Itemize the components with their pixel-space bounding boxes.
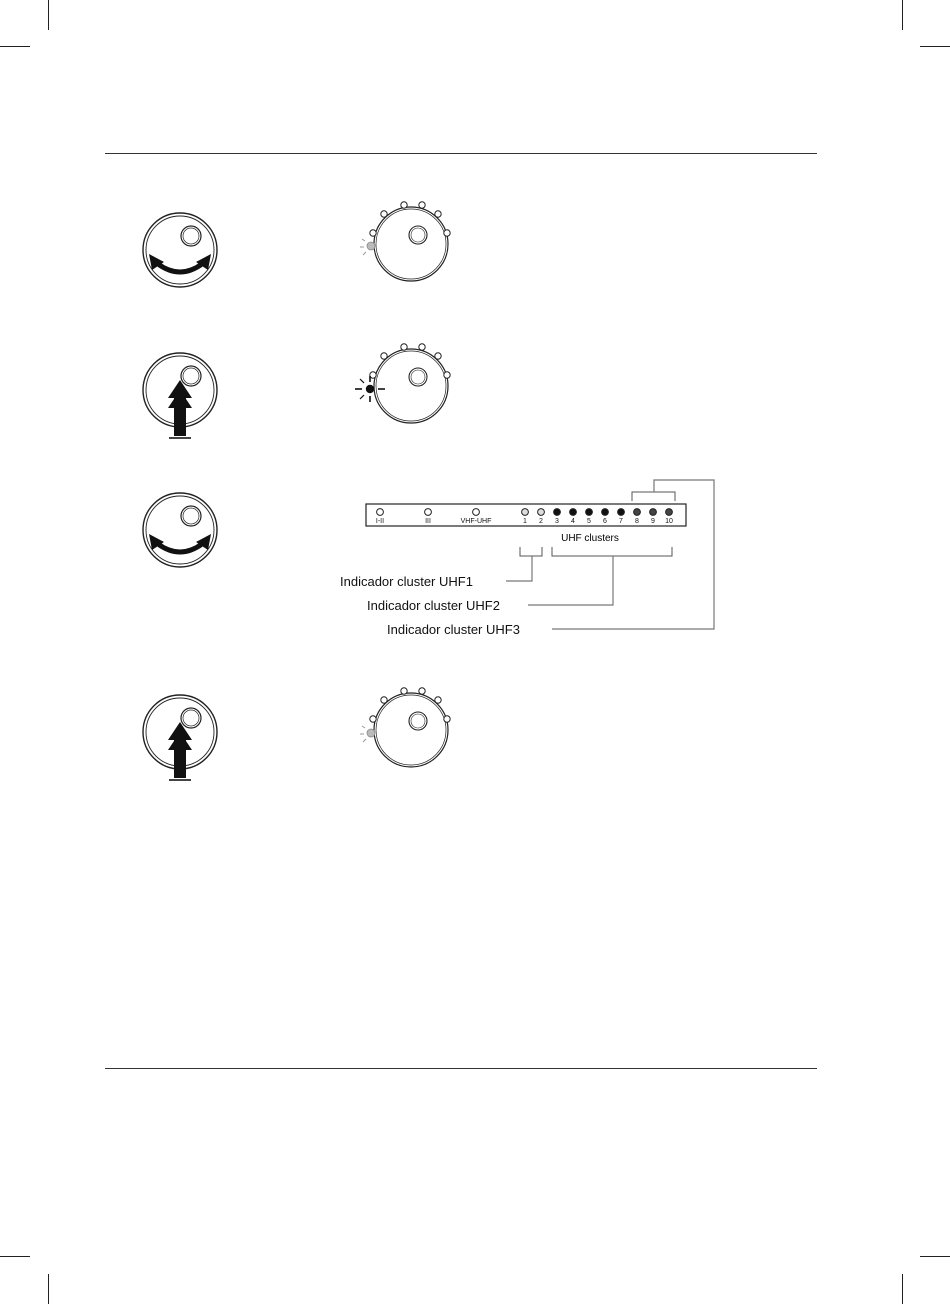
panel-led [425,509,432,516]
callout-uhf3: Indicador cluster UHF3 [387,622,520,637]
cluster-indicator-panel [366,504,686,526]
panel-led [666,509,673,516]
panel-led [377,509,384,516]
panel-led [473,509,480,516]
uhf1-bracket [520,547,542,556]
panel-led [618,509,625,516]
uhf2-leader [528,556,613,605]
panel-led-label: 1 [523,518,527,525]
panel-led [538,509,545,516]
blinking-led-off-icon [360,239,375,255]
step-3 [143,480,714,637]
uhf-clusters-label: UHF clusters [561,533,619,544]
callout-uhf2: Indicador cluster UHF2 [367,598,500,613]
panel-led-label: 6 [603,518,607,525]
panel-led-label: 10 [665,518,673,525]
panel-led-label: 2 [539,518,543,525]
panel-led-label: III [425,518,431,525]
uhf1-leader [506,556,532,581]
panel-led [602,509,609,516]
selector-dial [370,344,450,423]
panel-led-label: 3 [555,518,559,525]
selector-dial [370,202,450,281]
panel-led-label: 5 [587,518,591,525]
blinking-led-off-icon [360,726,375,742]
uhf3-leader [552,480,714,629]
panel-led-label: 4 [571,518,575,525]
panel-led [586,509,593,516]
rotary-knob[interactable] [143,213,217,287]
callout-uhf1: Indicador cluster UHF1 [340,574,473,589]
panel-led-label: VHF-UHF [460,518,492,525]
panel-led-label: I-II [375,518,385,525]
panel-led-label: 8 [635,518,639,525]
selector-dial [370,688,450,767]
panel-led [650,509,657,516]
panel-led [570,509,577,516]
rotary-knob[interactable] [143,493,217,567]
step-2 [143,344,450,438]
uhf3-bracket [632,492,675,501]
panel-led-label: 7 [619,518,623,525]
step-1 [143,202,450,287]
panel-led [554,509,561,516]
uhf2-bracket [552,547,672,556]
panel-led [522,509,529,516]
panel-led-label: 9 [651,518,655,525]
step-4 [143,688,450,780]
panel-led [634,509,641,516]
